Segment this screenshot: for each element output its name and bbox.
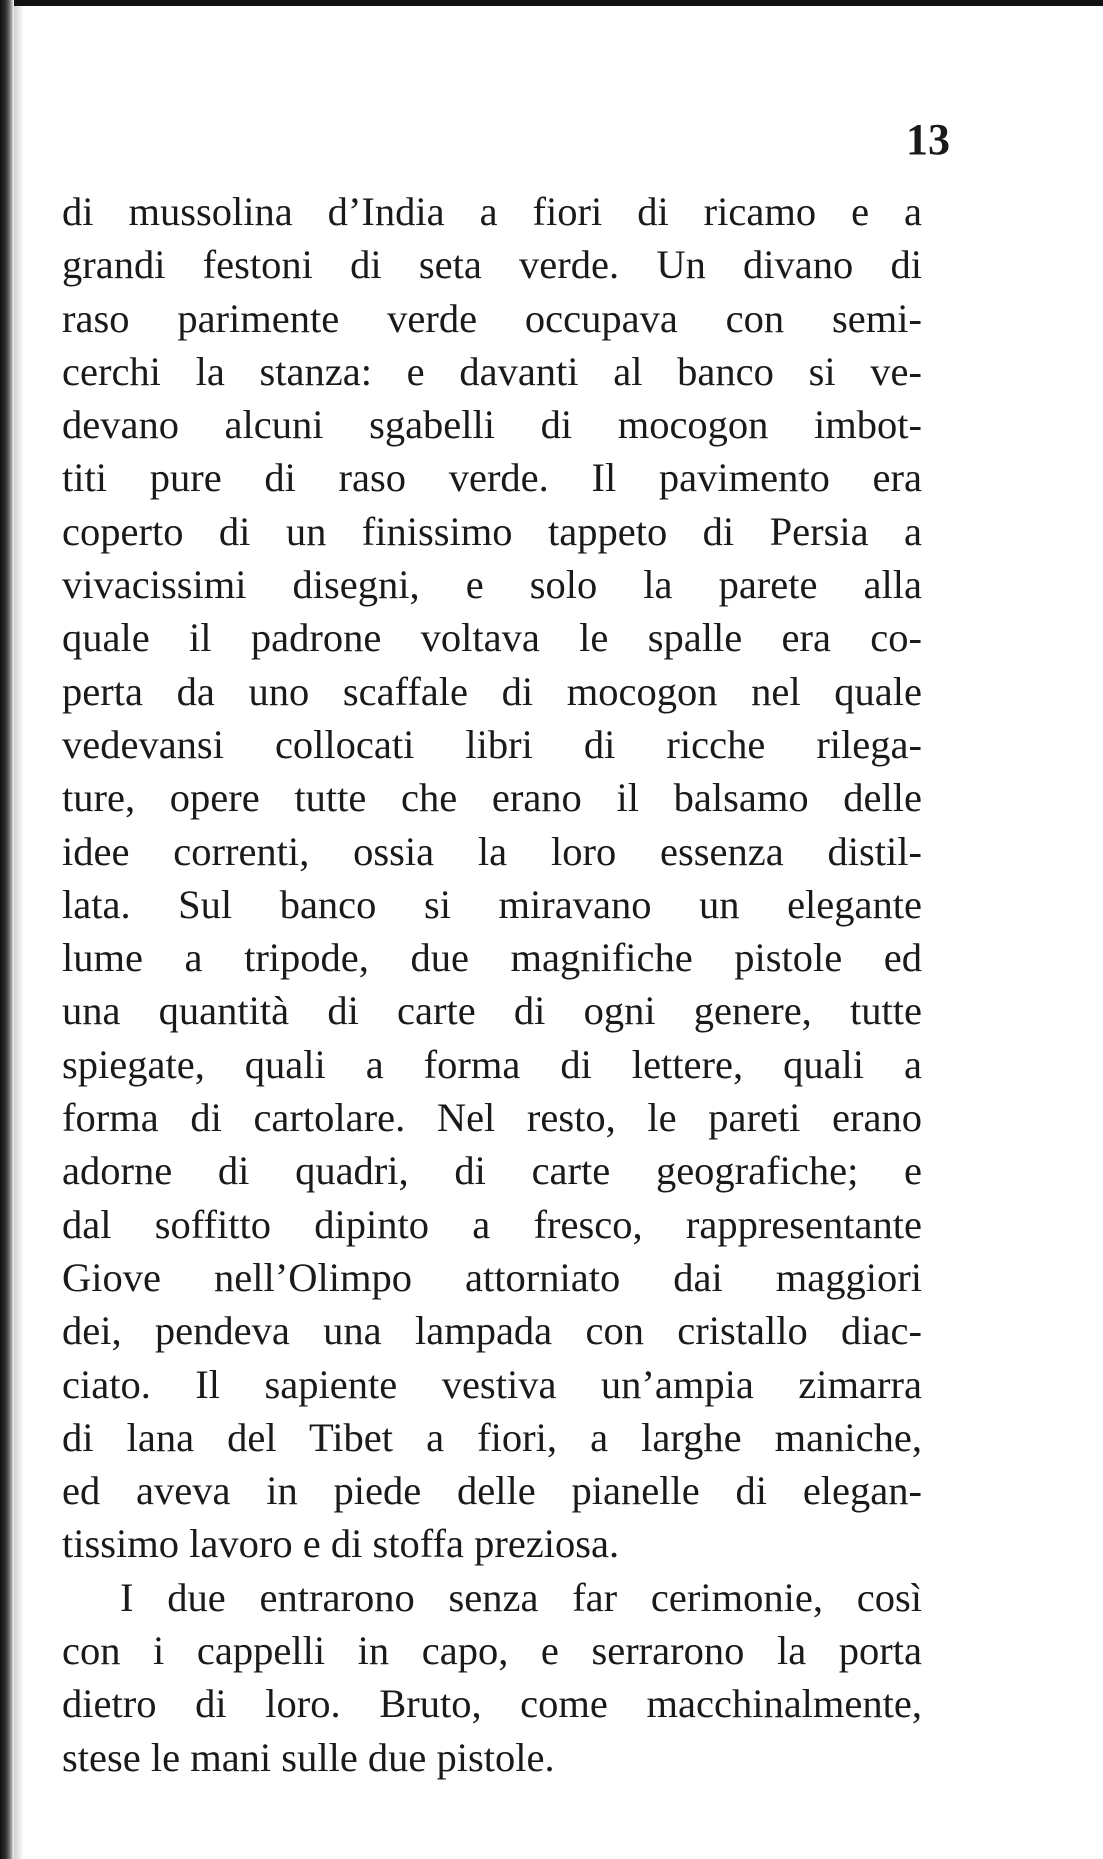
scan-left-edge [0, 0, 14, 1859]
text-line: adorne di quadri, di carte geografiche; e [62, 1148, 922, 1194]
paragraph-start-line: I due entrarono senza far cerimonie, così [120, 1574, 922, 1620]
paragraph-end-line: tissimo lavoro e di stoffa preziosa. [62, 1521, 620, 1567]
text-line: spiegate, quali a forma di lettere, quali a [62, 1041, 922, 1087]
text-line: vedevansi collocati libri di ricche rilega- [62, 721, 922, 767]
text-line: cerchi la stanza: e davanti al banco si ve- [62, 348, 922, 394]
paragraph-end-line: stese le mani sulle due pistole. [62, 1734, 555, 1780]
text-line: quale il padrone voltava le spalle era co- [62, 615, 922, 661]
text-line: dietro di loro. Bruto, come macchinalmente, [62, 1681, 922, 1727]
text-line: con i cappelli in capo, e serrarono la porta [62, 1628, 922, 1674]
text-line: titi pure di raso verde. Il pavimento era [62, 455, 922, 501]
text-line: una quantità di carte di ogni genere, tutte [62, 988, 922, 1034]
text-line: lata. Sul banco si miravano un elegante [62, 881, 922, 927]
text-line: dal soffitto dipinto a fresco, rappresentante [62, 1201, 922, 1247]
text-line: grandi festoni di seta verde. Un divano di [62, 242, 922, 288]
text-line: dei, pendeva una lampada con cristallo diac- [62, 1308, 922, 1354]
scan-top-edge [0, 0, 1103, 6]
text-line: lume a tripode, due magnifiche pistole ed [62, 935, 922, 981]
page-number: 13 [906, 115, 950, 164]
text-line: forma di cartolare. Nel resto, le pareti erano [62, 1095, 922, 1141]
text-line: di lana del Tibet a fiori, a larghe maniche, [62, 1414, 922, 1460]
text-line: ciato. Il sapiente vestiva un’ampia zimarra [62, 1361, 922, 1407]
text-line: ture, opere tutte che erano il balsamo delle [62, 775, 922, 821]
text-line: devano alcuni sgabelli di mocogon imbot- [62, 402, 922, 448]
text-line: di mussolina d’India a fiori di ricamo e a [62, 189, 922, 234]
text-line: vivacissimi disegni, e solo la parete alla [62, 562, 922, 608]
text-line: perta da uno scaffale di mocogon nel quale [62, 668, 922, 714]
text-line: ed aveva in piede delle pianelle di elegan- [62, 1468, 922, 1514]
text-line: Giove nell’Olimpo attorniato dai maggiori [62, 1254, 922, 1300]
body-text [62, 185, 922, 1784]
text-line: raso parimente verde occupava con semi- [62, 295, 922, 341]
text-line: idee correnti, ossia la loro essenza distil- [62, 828, 922, 874]
text-line: coperto di un finissimo tappeto di Persia a [62, 508, 922, 554]
scan-left-shadow [14, 6, 24, 1859]
